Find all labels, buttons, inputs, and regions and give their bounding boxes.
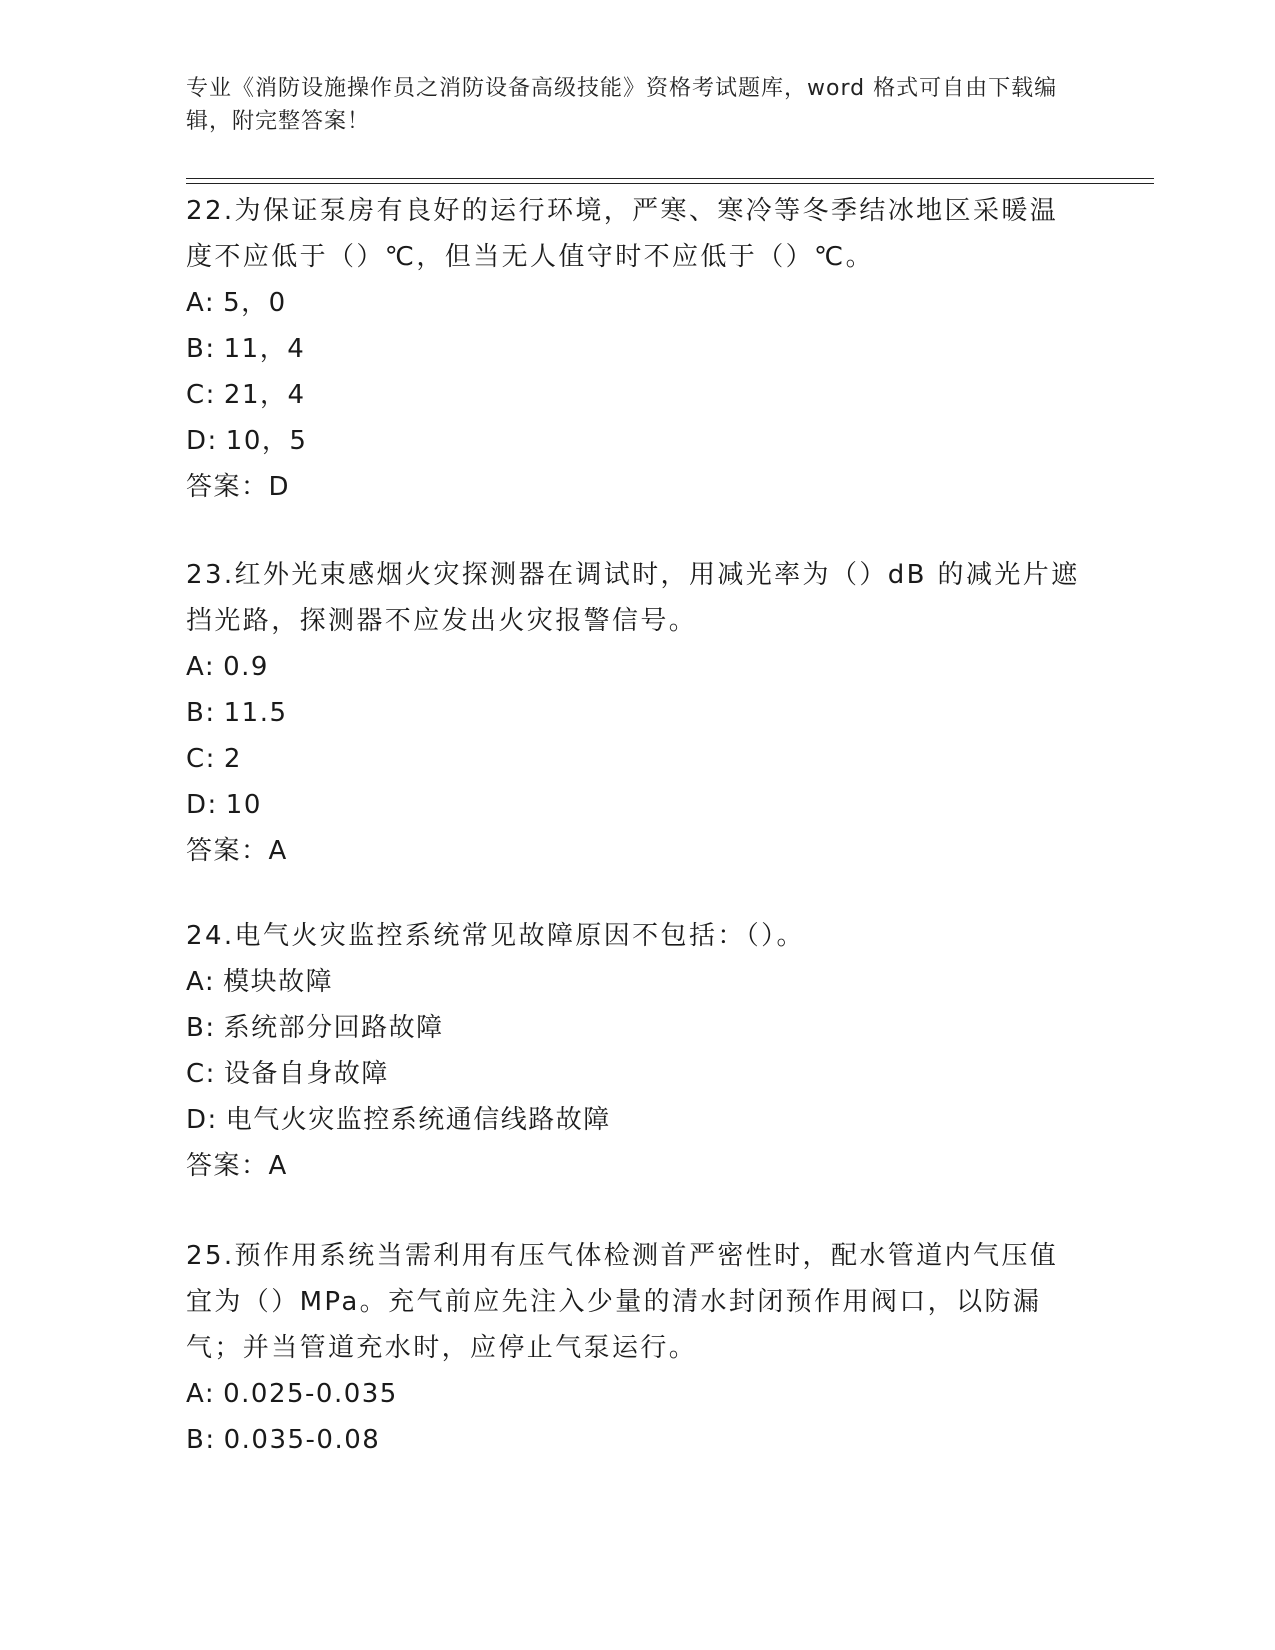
option-text: 模块故障 [223, 967, 334, 997]
option-b [186, 1005, 1086, 1051]
answer-line: 答案：A [186, 836, 288, 866]
option-letter: A: [186, 967, 216, 997]
question-stem: 25.预作用系统当需利用有压气体检测首严密性时，配水管道内气压值宜为（）MPa。充气前应先注入少量的清水封闭预作用阀口，以防漏气；并当管道充水时，应停止气泵运行。 [186, 1241, 1059, 1363]
question-stem: 23.红外光束感烟火灾探测器在调试时，用减光率为（）dB 的减光片遮挡光路，探测器不应发出火灾报警信号。 [186, 560, 1080, 636]
header-divider-top [186, 178, 1154, 179]
option-letter: A: [186, 1379, 216, 1409]
option-a [186, 644, 1086, 690]
option-text: 0.9 [223, 652, 269, 682]
option-a [186, 959, 1086, 1005]
option-letter: D: [186, 790, 218, 820]
answer-line: 答案：D [186, 472, 291, 502]
option-b [186, 326, 1086, 372]
question-stem: 24.电气火灾监控系统常见故障原因不包括：（）。 [186, 921, 805, 951]
option-b [186, 690, 1086, 736]
option-text: 5，0 [223, 288, 287, 318]
option-c [186, 372, 1086, 418]
option-d [186, 418, 1086, 464]
question-22 [186, 188, 1086, 510]
header-divider-bottom [186, 183, 1154, 184]
option-c [186, 1051, 1086, 1097]
question-23 [186, 552, 1086, 874]
answer-line: 答案：A [186, 1151, 288, 1181]
option-text: 21，4 [223, 380, 306, 410]
option-text: 设备自身故障 [223, 1059, 389, 1089]
option-text: 10 [225, 790, 262, 820]
option-b [186, 1417, 1086, 1463]
option-letter: A: [186, 288, 216, 318]
option-c [186, 736, 1086, 782]
option-text: 系统部分回路故障 [223, 1013, 444, 1043]
option-a [186, 1371, 1086, 1417]
option-letter: B: [186, 1013, 216, 1043]
option-letter: D: [186, 426, 218, 456]
option-text: 10，5 [225, 426, 308, 456]
option-d [186, 782, 1086, 828]
question-24 [186, 913, 1086, 1189]
option-letter: C: [186, 744, 216, 774]
option-a [186, 280, 1086, 326]
option-letter: C: [186, 1059, 216, 1089]
question-stem: 22.为保证泵房有良好的运行环境，严寒、寒冷等冬季结冰地区采暖温度不应低于（）℃，但当无人值守时不应低于（）℃。 [186, 196, 1059, 272]
option-letter: C: [186, 380, 216, 410]
option-text: 11.5 [223, 698, 288, 728]
option-letter: A: [186, 652, 216, 682]
option-text: 0.035-0.08 [223, 1425, 381, 1455]
option-text: 11，4 [223, 334, 306, 364]
question-25 [186, 1233, 1086, 1463]
option-text: 电气火灾监控系统通信线路故障 [225, 1105, 611, 1135]
option-letter: B: [186, 698, 216, 728]
option-d [186, 1097, 1086, 1143]
option-text: 2 [223, 744, 242, 774]
document-header: 专业《消防设施操作员之消防设备高级技能》资格考试题库，word 格式可自由下载编辑，附完整答案！ [186, 76, 1058, 134]
option-letter: D: [186, 1105, 218, 1135]
option-text: 0.025-0.035 [223, 1379, 398, 1409]
option-letter: B: [186, 1425, 216, 1455]
option-letter: B: [186, 334, 216, 364]
